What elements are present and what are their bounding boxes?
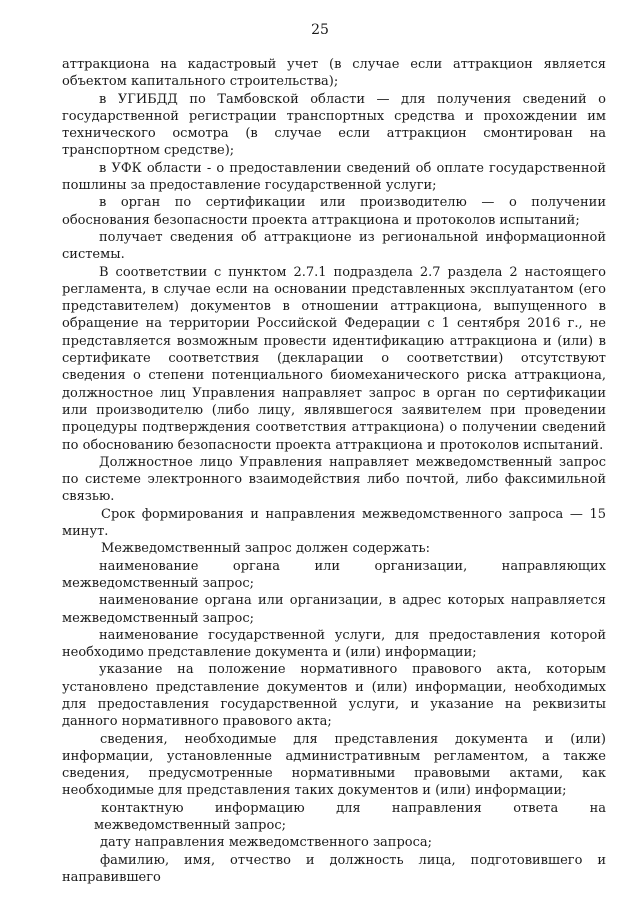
paragraph-section-2-7-1: В соответствии с пунктом 2.7.1 подраздела 2.7 раздела 2 настоящего регламента, в случае если на основании представленных эксплуатантом (его представителем) документов в отношении аттракциона, выпущенного в обращение на территории Российской Федерации с 1 сентября 2016 г., не представляется возможным провести идентификацию аттракциона и (или) в сертификате соответствия (декларации о соответствии) отсутствуют сведения о степени потенциального биомеханического риска аттракциона, должностное лиц Управления направляет запрос в орган по сертификации или производителю (либо лицу, являвшегося заявителем при проведении процедуры подтверждения соответствия аттракциона) о получении сведений по обоснованию безопасности проекта аттракциона и протоколов испытаний. <box>62 264 606 453</box>
list-item-required-info: сведения, необходимые для представления документа и (или) информации, установленные административным регламентом, а также сведения, предусмотренные нормативными правовыми актами, как необходимые для представления таких документов и (или) информации; <box>62 731 606 799</box>
paragraph-request-deadline: Срок формирования и направления межведомственного запроса — 15 минут. <box>62 506 606 540</box>
paragraph-cadastral: аттракциона на кадастровый учет (в случае если аттракцион является объектом капитального строительства); <box>62 57 606 90</box>
paragraph-ufk: в УФК области - о предоставлении сведений об оплате государственной пошлины за предоставление государственной услуги; <box>62 160 606 194</box>
paragraph-ugibdd: в УГИБДД по Тамбовской области — для получения сведений о государственной регистрации транспортных средства и прохождении им технического осмотра (в случае если аттракцион смонтирован на транспортном средстве); <box>62 91 606 159</box>
page-number: 25 <box>311 22 329 38</box>
list-item-sender-name: наименование органа или организации, направляющих межведомственный запрос; <box>62 558 606 591</box>
paragraph-interagency-request-method: Должностное лицо Управления направляет межведомственный запрос по системе электронного взаимодействия либо почтой, либо факсимильной связью. <box>62 454 606 505</box>
document-body <box>62 56 606 886</box>
list-item-recipient-name: наименование органа или организации, в адрес которых направляется межведомственный запрос; <box>62 593 606 626</box>
list-item-legal-act: указание на положение нормативного правового акта, которым установлено представление документов и (или) информации, необходимых для предоставления государственной услуги, и указание на реквизиты данного нормативного правового акта; <box>62 662 606 730</box>
paragraph-certification-body: в орган по сертификации или производителю — о получении обоснования безопасности проекта аттракциона и протоколов испытаний; <box>62 195 606 228</box>
list-item-contact-info: контактную информацию для направления ответа на межведомственный запрос; <box>94 800 606 834</box>
paragraph-request-contents-intro: Межведомственный запрос должен содержать: <box>101 541 430 557</box>
list-item-service-name: наименование государственной услуги, для предоставления которой необходимо представление документа и (или) информации; <box>62 627 606 661</box>
list-item-responsible-person: фамилию, имя, отчество и должность лица, подготовившего и направившего <box>62 852 606 885</box>
list-item-request-date: дату направления межведомственного запроса; <box>100 835 433 851</box>
paragraph-regional-system: получает сведения об аттракционе из региональной информационной системы. <box>62 229 606 263</box>
